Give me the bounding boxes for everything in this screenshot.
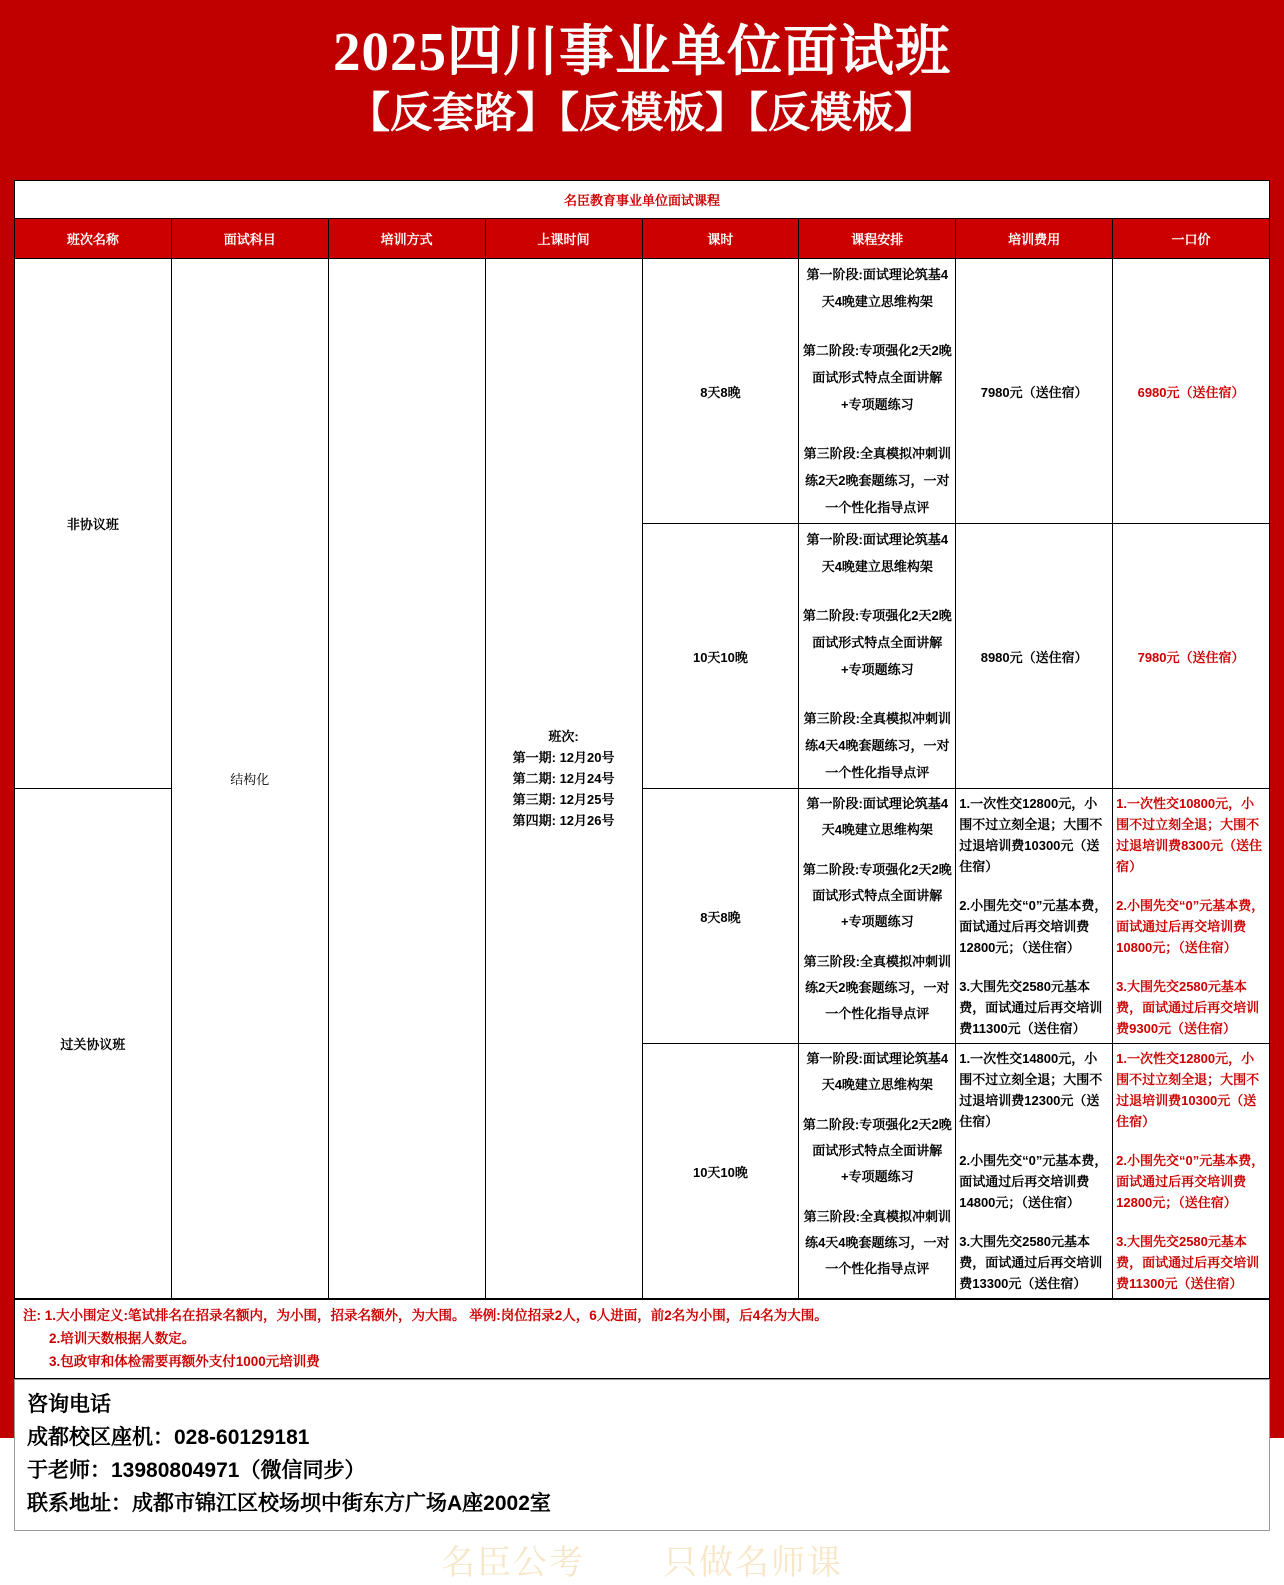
schedule-stage: 第一阶段:面试理论筑基4天4晚建立思维构架 (806, 1051, 949, 1092)
class-time-session: 第四期: 12月26号 (512, 813, 615, 828)
cell-hours: 8天8晚 (642, 259, 799, 524)
cell-subject: 结构化 (171, 259, 328, 1299)
class-time-session: 第一期: 12月20号 (512, 750, 615, 765)
cell-deal-price (1113, 1044, 1270, 1299)
cell-deal-price: 6980元（送住宿） (1113, 259, 1270, 524)
table-header-row (15, 219, 1270, 259)
cell-schedule (799, 524, 956, 789)
cell-training-mode (328, 259, 485, 1299)
course-table-wrap (14, 180, 1270, 1299)
contact-box (14, 1379, 1270, 1531)
cell-schedule (799, 1044, 956, 1299)
schedule-stage: 第三阶段:全真模拟冲刺训练4天4晚套题练习，一对一个性化指导点评 (803, 711, 951, 780)
table-row (15, 259, 1270, 524)
footer-tagline: 只做名师课 (663, 1545, 843, 1582)
col-header-class-time: 上课时间 (485, 219, 642, 259)
cell-schedule (799, 259, 956, 524)
cell-hours: 8天8晚 (642, 789, 799, 1044)
cell-fee (956, 1044, 1113, 1299)
fee-option: 2.小围先交“0”元基本费，面试通过后再交培训费14800元；（送住宿） (959, 1153, 1108, 1210)
cell-fee: 8980元（送住宿） (956, 524, 1113, 789)
cell-class-name-group-1: 非协议班 (15, 259, 172, 789)
cell-fee (956, 789, 1113, 1044)
schedule-stage: 第一阶段:面试理论筑基4天4晚建立思维构架 (806, 532, 949, 574)
cell-fee: 7980元（送住宿） (956, 259, 1113, 524)
contact-title: 咨询电话 (27, 1393, 111, 1416)
banner (0, 0, 1284, 150)
cell-schedule (799, 789, 956, 1044)
table-caption: 名臣教育事业单位面试课程 (15, 181, 1270, 219)
schedule-stage: 第三阶段:全真模拟冲刺训练4天4晚套题练习，一对一个性化指导点评 (803, 1209, 951, 1276)
col-header-hours: 课时 (642, 219, 799, 259)
schedule-stage: 第一阶段:面试理论筑基4天4晚建立思维构架 (806, 796, 949, 837)
note-line-2: 2.培训天数根据人数定。 (49, 1331, 196, 1346)
fee-option: 1.一次性交12800元，小围不过立刻全退；大围不过退培训费10300元（送住宿） (959, 796, 1103, 874)
col-header-fee: 培训费用 (956, 219, 1113, 259)
class-time-session: 第二期: 12月24号 (512, 771, 615, 786)
col-header-training-mode: 培训方式 (328, 219, 485, 259)
cell-hours: 10天10晚 (642, 1044, 799, 1299)
footer-slogan (0, 1543, 1284, 1585)
deal-option: 3.大围先交2580元基本费，面试通过后再交培训费9300元（送住宿） (1116, 979, 1260, 1036)
poster-subtitle: 【反套路】【反模板】【反模板】 (347, 91, 936, 137)
contact-mobile: 于老师：13980804971（微信同步） (27, 1459, 366, 1482)
col-header-subject: 面试科目 (171, 219, 328, 259)
note-line-3: 3.包政审和体检需要再额外支付1000元培训费 (49, 1354, 320, 1369)
notes-box (14, 1299, 1270, 1379)
deal-option: 1.一次性交12800元，小围不过立刻全退；大围不过退培训费10300元（送住宿） (1116, 1051, 1260, 1129)
col-header-class-name: 班次名称 (15, 219, 172, 259)
class-time-session: 第三期: 12月25号 (512, 792, 615, 807)
deal-option: 1.一次性交10800元，小围不过立刻全退；大围不过退培训费8300元（送住宿） (1116, 796, 1263, 874)
fee-option: 3.大围先交2580元基本费，面试通过后再交培训费13300元（送住宿） (959, 1234, 1103, 1291)
class-time-head: 班次: (548, 729, 579, 744)
course-table (14, 180, 1270, 1299)
table-caption-row (15, 181, 1270, 219)
cell-hours: 10天10晚 (642, 524, 799, 789)
footer-brand: 名臣公考 (441, 1545, 585, 1582)
poster-title: 2025四川事业单位面试班 (332, 21, 951, 82)
contact-landline: 成都校区座机：028-60129181 (27, 1426, 310, 1449)
schedule-stage: 第二阶段:专项强化2天2晚面试形式特点全面讲解+专项题练习 (802, 862, 952, 929)
contact-address: 联系地址：成都市锦江区校场坝中街东方广场A座2002室 (27, 1492, 551, 1515)
col-header-deal-price: 一口价 (1113, 219, 1270, 259)
note-line-1: 注: 1.大小围定义:笔试排名在招录名额内，为小围，招录名额外，为大围。 举例:岗位招录2人，6人进面，前2名为小围，后4名为大围。 (23, 1308, 828, 1323)
cell-deal-price (1113, 789, 1270, 1044)
schedule-stage: 第二阶段:专项强化2天2晚面试形式特点全面讲解+专项题练习 (802, 608, 952, 677)
cell-class-name-group-2: 过关协议班 (15, 789, 172, 1299)
schedule-stage: 第二阶段:专项强化2天2晚面试形式特点全面讲解+专项题练习 (802, 343, 952, 412)
cell-deal-price: 7980元（送住宿） (1113, 524, 1270, 789)
schedule-stage: 第二阶段:专项强化2天2晚面试形式特点全面讲解+专项题练习 (802, 1117, 952, 1184)
schedule-stage: 第三阶段:全真模拟冲刺训练2天2晚套题练习，一对一个性化指导点评 (803, 446, 951, 515)
deal-option: 2.小围先交“0”元基本费，面试通过后再交培训费10800元；（送住宿） (1116, 898, 1265, 955)
schedule-stage: 第三阶段:全真模拟冲刺训练2天2晚套题练习，一对一个性化指导点评 (803, 954, 951, 1021)
fee-option: 2.小围先交“0”元基本费，面试通过后再交培训费12800元；（送住宿） (959, 898, 1108, 955)
deal-option: 2.小围先交“0”元基本费，面试通过后再交培训费12800元；（送住宿） (1116, 1153, 1265, 1210)
schedule-stage: 第一阶段:面试理论筑基4天4晚建立思维构架 (806, 267, 949, 309)
fee-option: 3.大围先交2580元基本费，面试通过后再交培训费11300元（送住宿） (959, 979, 1103, 1036)
cell-class-time (485, 259, 642, 1299)
col-header-schedule: 课程安排 (799, 219, 956, 259)
fee-option: 1.一次性交14800元，小围不过立刻全退；大围不过退培训费12300元（送住宿） (959, 1051, 1103, 1129)
deal-option: 3.大围先交2580元基本费，面试通过后再交培训费11300元（送住宿） (1116, 1234, 1260, 1291)
